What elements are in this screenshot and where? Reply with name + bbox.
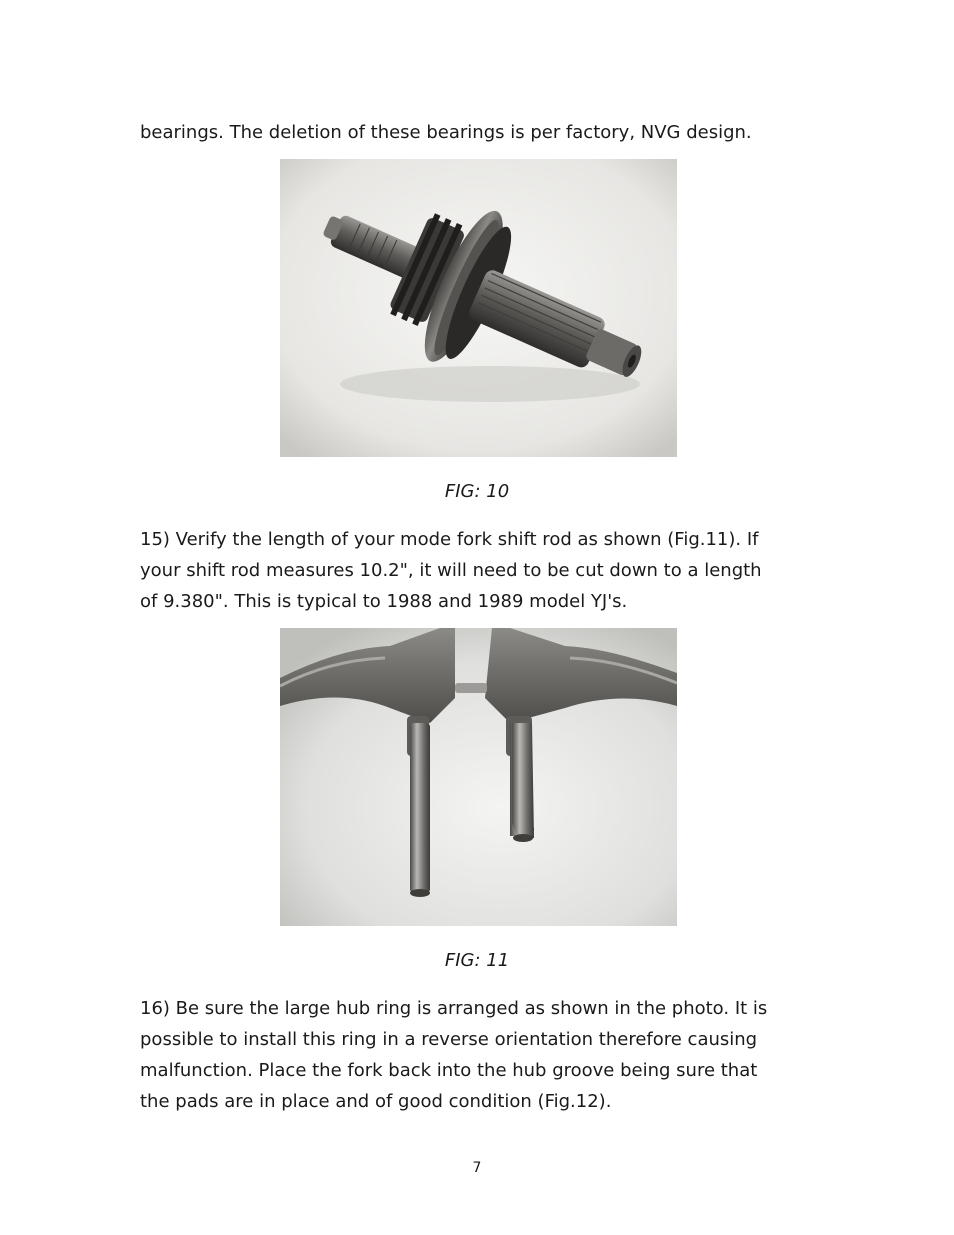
- text-line: bearings. The deletion of these bearings is per factory, NVG design.: [140, 122, 752, 143]
- text-line: your shift rod measures 10.2", it will need to be cut down to a length: [140, 560, 762, 581]
- paragraph-step-15: [140, 524, 820, 617]
- text-line: malfunction. Place the fork back into the hub groove being sure that: [140, 1060, 758, 1081]
- text-line: 16) Be sure the large hub ring is arranged as shown in the photo. It is: [140, 998, 768, 1019]
- text-line: of 9.380". This is typical to 1988 and 1989 model YJ's.: [140, 591, 628, 612]
- figure-11-photo: [280, 628, 677, 926]
- paragraph-intro: [140, 117, 820, 148]
- paragraph-step-16: [140, 993, 820, 1117]
- shift-rods-photo-illustration: [280, 628, 677, 926]
- text-line: the pads are in place and of good condition (Fig.12).: [140, 1091, 612, 1112]
- page-number: 7: [472, 1160, 482, 1176]
- figure-10-photo: [280, 159, 677, 457]
- figure-11-caption: FIG: 11: [444, 950, 510, 971]
- figure-10-caption: FIG: 10: [444, 481, 510, 502]
- text-line: possible to install this ring in a reverse orientation therefore causing: [140, 1029, 758, 1050]
- shaft-photo-illustration: [280, 159, 677, 457]
- text-line: 15) Verify the length of your mode fork shift rod as shown (Fig.11). If: [140, 529, 759, 550]
